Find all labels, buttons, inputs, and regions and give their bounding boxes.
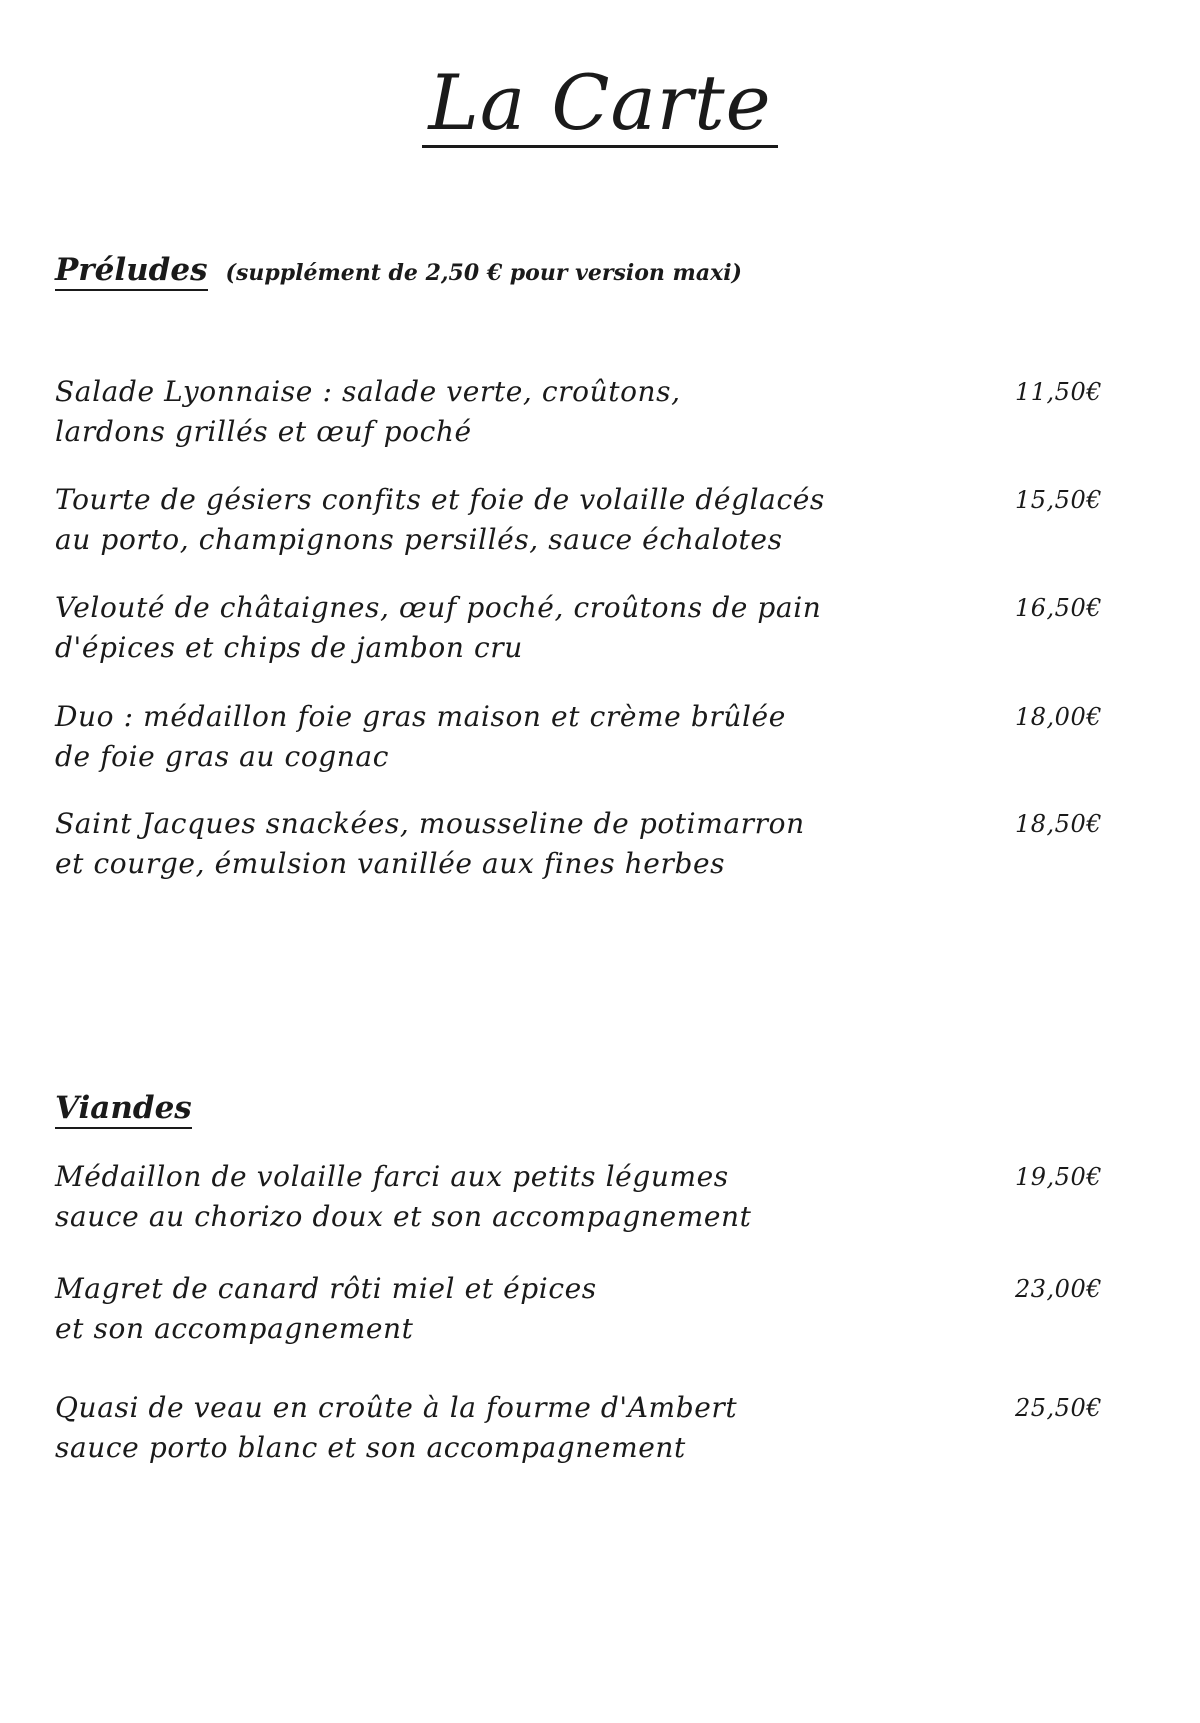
title-text: La Carte [422, 63, 777, 148]
page-title [0, 58, 1200, 148]
dish-line: Saint Jacques snackées, mousseline de potimarron [55, 807, 805, 840]
dish-line: de foie gras au cognac [55, 740, 390, 773]
dish-description [55, 1157, 895, 1237]
dish-description [55, 804, 895, 884]
dish-description [55, 372, 895, 452]
dish-line: Tourte de gésiers confits et foie de volaille déglacés [55, 483, 825, 516]
dish-line: Magret de canard rôti miel et épices [55, 1272, 597, 1305]
dish-description [55, 1269, 895, 1349]
section-heading-viandes [55, 1088, 192, 1128]
dish-line: Quasi de veau en croûte à la fourme d'Ambert [55, 1391, 738, 1424]
dish-price: 16,50€ [1015, 594, 1102, 622]
dish-line: et son accompagnement [55, 1312, 414, 1345]
dish-description [55, 480, 895, 560]
dish-line: Duo : médaillon foie gras maison et crème brûlée [55, 700, 786, 733]
dish-line: Médaillon de volaille farci aux petits légumes [55, 1160, 729, 1193]
dish-line: Salade Lyonnaise : salade verte, croûtons, [55, 375, 681, 408]
section-note: (supplément de 2,50 € pour version maxi) [225, 260, 742, 286]
dish-price: 11,50€ [1015, 378, 1102, 406]
section-name: Viandes [55, 1090, 192, 1129]
section-heading-preludes [55, 250, 742, 293]
dish-line: au porto, champignons persillés, sauce échalotes [55, 523, 783, 556]
dish-price: 23,00€ [1015, 1275, 1102, 1303]
dish-price: 15,50€ [1015, 486, 1102, 514]
dish-price: 18,00€ [1015, 703, 1102, 731]
dish-description [55, 588, 895, 668]
dish-line: Velouté de châtaignes, œuf poché, croûtons de pain [55, 591, 822, 624]
dish-price: 18,50€ [1015, 810, 1102, 838]
dish-description [55, 697, 895, 777]
dish-price: 25,50€ [1015, 1394, 1102, 1422]
dish-description [55, 1388, 895, 1468]
section-name: Préludes [55, 252, 208, 291]
dish-price: 19,50€ [1015, 1163, 1102, 1191]
dish-line: sauce porto blanc et son accompagnement [55, 1431, 686, 1464]
dish-line: d'épices et chips de jambon cru [55, 631, 523, 664]
dish-line: sauce au chorizo doux et son accompagnement [55, 1200, 752, 1233]
dish-line: lardons grillés et œuf poché [55, 415, 472, 448]
dish-line: et courge, émulsion vanillée aux fines herbes [55, 847, 726, 880]
